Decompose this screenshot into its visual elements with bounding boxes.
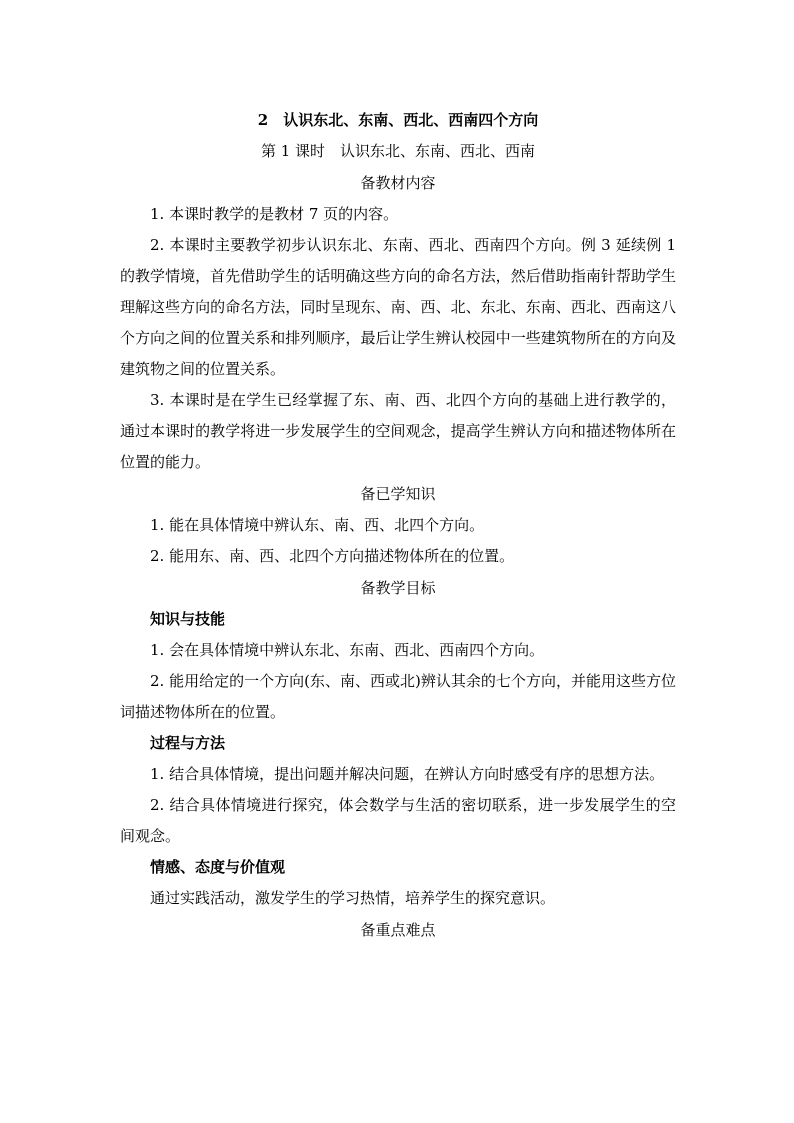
materials-paragraph-2: 2. 本课时主要教学初步认识东北、东南、西北、西南四个方向。例 3 延续例 1 的教学情境，首先借助学生的话明确这些方向的命名方法，然后借助指南针帮助学生理解这些方向的命名方法，同时呈现东、南、西、北、东北、东南、西北、西南这八个方向之间的位置关系和排列顺序，最后让学生辨认校园中一些建筑物所在的方向及建筑物之间的位置关系。 (120, 236, 676, 378)
subheading-process-methods: 过程与方法 (150, 734, 226, 752)
document-title: 2 认识东北、东南、西北、西南四个方向 (257, 111, 539, 129)
subheading-attitudes-values: 情感、态度与价值观 (150, 858, 286, 876)
knowledge-skills-paragraph-1: 1. 会在具体情境中辨认东北、东南、西北、西南四个方向。 (150, 641, 545, 659)
section-heading-materials: 备教材内容 (360, 174, 436, 192)
materials-paragraph-1: 1. 本课时教学的是教材 7 页的内容。 (150, 205, 399, 223)
prior-knowledge-paragraph-2: 2. 能用东、南、西、北四个方向描述物体所在的位置。 (150, 547, 515, 565)
prior-knowledge-paragraph-1: 1. 能在具体情境中辨认东、南、西、北四个方向。 (150, 516, 485, 534)
process-methods-paragraph-1: 1. 结合具体情境，提出问题并解决问题，在辨认方向时感受有序的思想方法。 (150, 765, 665, 783)
document-body (120, 105, 676, 946)
materials-paragraph-3: 3. 本课时是在学生已经掌握了东、南、西、北四个方向的基础上进行教学的，通过本课时的教学将进一步发展学生的空间观念，提高学生辨认方向和描述物体所在位置的能力。 (120, 391, 676, 471)
attitudes-values-paragraph-1: 通过实践活动，激发学生的学习热情，培养学生的探究意识。 (150, 889, 556, 907)
process-methods-paragraph-2: 2. 结合具体情境进行探究，体会数学与生活的密切联系，进一步发展学生的空间观念。 (120, 796, 676, 845)
section-heading-objectives: 备教学目标 (360, 579, 436, 597)
section-heading-prior-knowledge: 备已学知识 (360, 485, 436, 503)
lesson-title: 第 1 课时 认识东北、东南、西北、西南 (260, 142, 536, 160)
subheading-knowledge-skills: 知识与技能 (150, 610, 226, 628)
knowledge-skills-paragraph-2: 2. 能用给定的一个方向(东、南、西或北)辨认其余的七个方向，并能用这些方位词描述物体所在的位置。 (120, 672, 676, 721)
section-heading-key-points: 备重点难点 (360, 921, 436, 939)
